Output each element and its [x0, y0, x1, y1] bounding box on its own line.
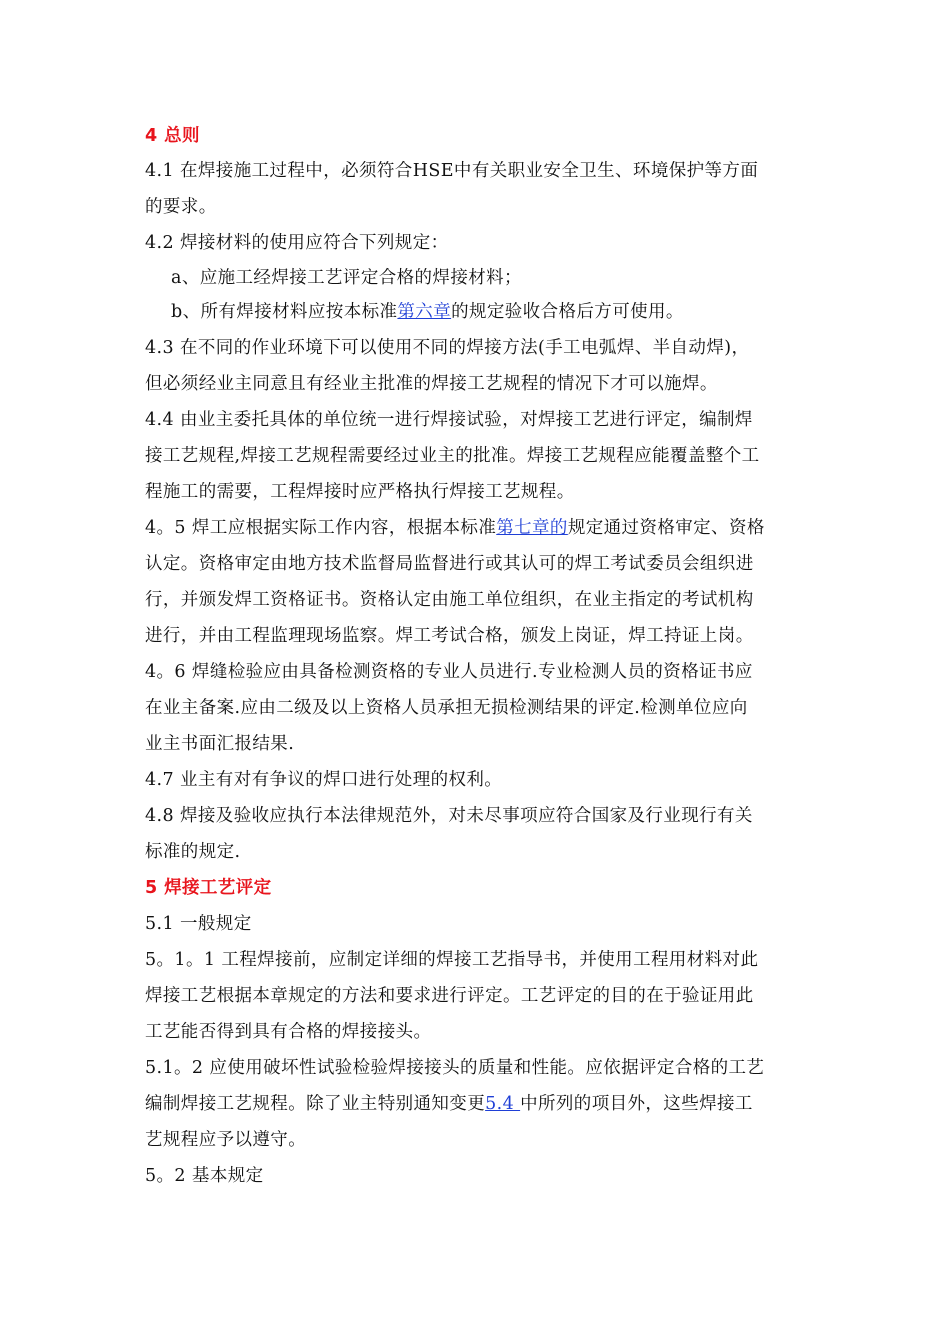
para-4-8-line-2: 标准的规定. [145, 842, 241, 862]
para-5-1-1-line-1: 5。1。1 工程焊接前，应制定详细的焊接工艺指导书，并使用工程用材料对此 [145, 950, 759, 970]
para-4-5-line-1-pre: 4。5 焊工应根据实际工作内容，根据本标准 [145, 518, 497, 538]
para-5-1-2-line-2 [145, 1089, 753, 1119]
para-4-5-line-2: 认定。资格审定由地方技术监督局监督进行或其认可的焊工考试委员会组织进 [145, 554, 754, 574]
para-5-2: 5。2 基本规定 [145, 1166, 264, 1186]
para-4-3-line-2: 但必须经业主同意且有经业主批准的焊接工艺规程的情况下才可以施焊。 [145, 374, 718, 394]
section-5-4-link[interactable]: 5.4 [485, 1094, 521, 1114]
para-4-5-line-4: 进行，并由工程监理现场监察。焊工考试合格，颁发上岗证，焊工持证上岗。 [145, 626, 754, 646]
para-4-6-line-2: 在业主备案.应由二级及以上资格人员承担无损检测结果的评定.检测单位应向 [145, 698, 748, 718]
para-4-2-item-b-pre: b、所有焊接材料应按本标准 [171, 302, 398, 322]
para-5-1-2-line-3: 艺规程应予以遵守。 [145, 1130, 307, 1150]
para-4-2-item-a: a、应施工经焊接工艺评定合格的焊接材料； [171, 268, 522, 288]
para-5-1-2-line-2-post: 中所列的项目外，这些焊接工 [520, 1094, 753, 1114]
para-5-1-2-line-2-pre: 编制焊接工艺规程。除了业主特别通知变更 [145, 1094, 486, 1114]
para-4-7-line-1: 4.7 业主有对有争议的焊口进行处理的权利。 [145, 770, 503, 790]
para-4-4-line-2: 接工艺规程,焊接工艺规程需要经过业主的批准。焊接工艺规程应能覆盖整个工 [145, 446, 760, 466]
para-5-1-1-line-2: 焊接工艺根据本章规定的方法和要求进行评定。工艺评定的目的在于验证用此 [145, 986, 754, 1006]
para-4-5-line-1-post: 规定通过资格审定、资格 [567, 518, 765, 538]
para-5-1-1-line-3: 工艺能否得到具有合格的焊接接头。 [145, 1022, 432, 1042]
para-4-1-line-1: 4.1 在焊接施工过程中，必须符合HSE中有关职业安全卫生、环境保护等方面 [145, 161, 759, 181]
chapter-6-link[interactable]: 第六章 [397, 302, 452, 322]
para-4-1-line-2: 的要求。 [145, 197, 217, 217]
para-4-4-line-3: 程施工的需要，工程焊接时应严格执行焊接工艺规程。 [145, 482, 575, 502]
para-4-2-line-1: 4.2 焊接材料的使用应符合下列规定： [145, 233, 449, 253]
para-4-5-line-3: 行，并颁发焊工资格证书。资格认定由施工单位组织，在业主指定的考试机构 [145, 590, 754, 610]
para-4-5-line-1 [145, 513, 765, 543]
para-4-2-item-b [171, 297, 684, 327]
para-4-6-line-3: 业主书面汇报结果. [145, 734, 295, 754]
para-4-2-item-b-post: 的规定验收合格后方可使用。 [451, 302, 684, 322]
para-4-3-line-1: 4.3 在不同的作业环境下可以使用不同的焊接方法(手工电弧焊、半自动焊)， [145, 338, 750, 358]
section-4-heading: 4 总则 [145, 126, 200, 146]
para-5-1-2-line-1: 5.1。2 应使用破坏性试验检验焊接接头的质量和性能。应依据评定合格的工艺 [145, 1058, 765, 1078]
chapter-7-link[interactable]: 第七章的 [496, 518, 568, 538]
para-4-8-line-1: 4.8 焊接及验收应执行本法律规范外，对未尽事项应符合国家及行业现行有关 [145, 806, 753, 826]
para-4-6-line-1: 4。6 焊缝检验应由具备检测资格的专业人员进行.专业检测人员的资格证书应 [145, 662, 753, 682]
para-4-4-line-1: 4.4 由业主委托具体的单位统一进行焊接试验，对焊接工艺进行评定，编制焊 [145, 410, 753, 430]
section-5-heading: 5 焊接工艺评定 [145, 878, 272, 898]
para-5-1: 5.1 一般规定 [145, 914, 252, 934]
